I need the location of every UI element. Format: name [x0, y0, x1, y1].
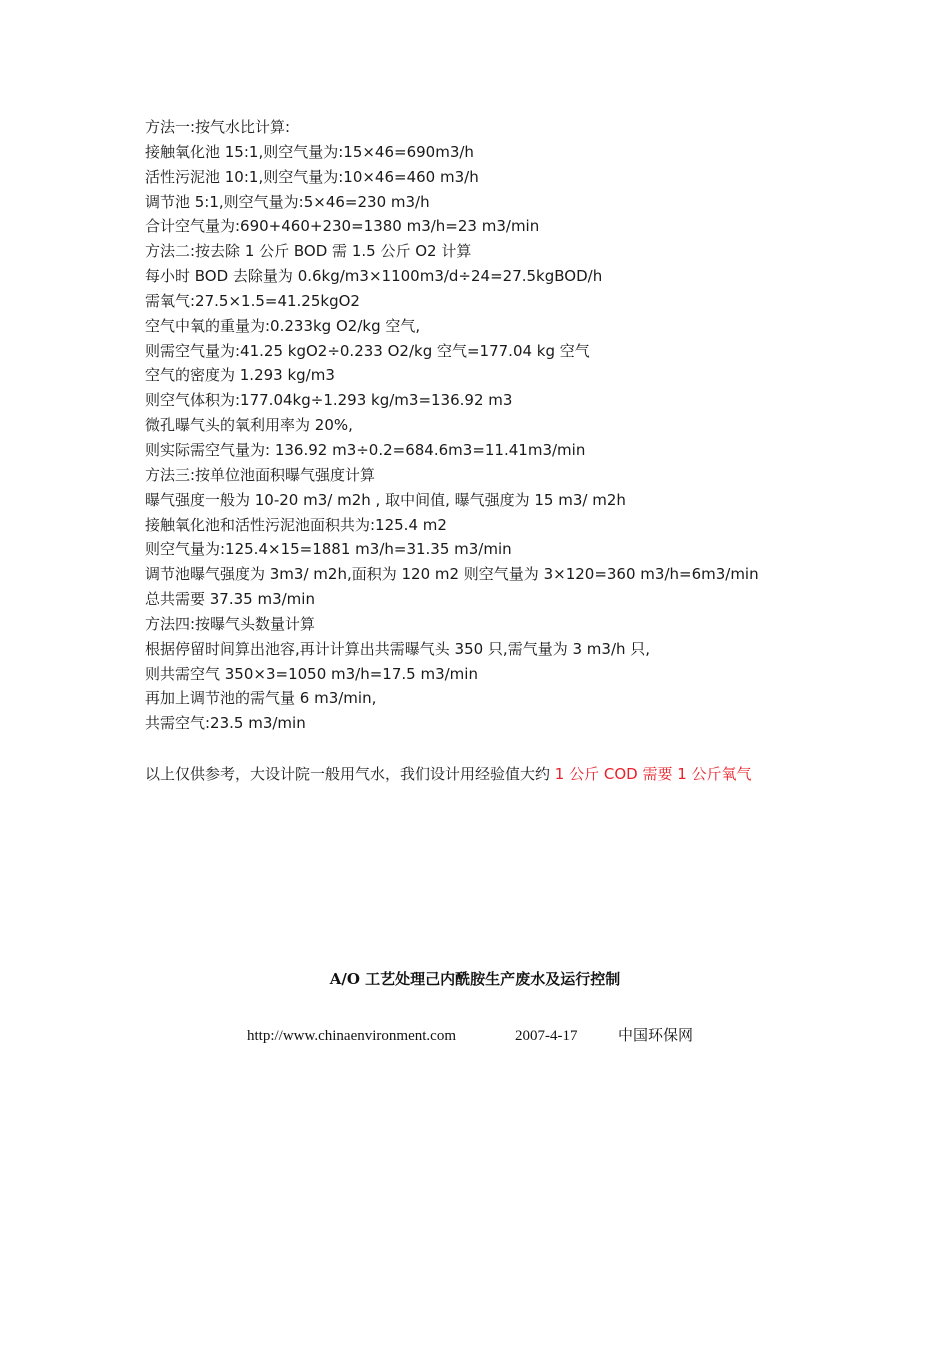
text-line: 再加上调节池的需气量 6 m3/min, — [145, 689, 377, 708]
text-line: 则实际需空气量为: 136.92 m3÷0.2=684.6m3=11.41m3/min — [145, 440, 586, 459]
note-text: 以上仅供参考，大设计院一般用气水，我们设计用经验值大约 — [145, 765, 555, 783]
text-line: 接触氧化池 15:1,则空气量为:15×46=690m3/h — [145, 142, 474, 161]
calculation-text — [145, 115, 865, 736]
text-line: 则需空气量为:41.25 kgO2÷0.233 O2/kg 空气=177.04 kg 空气 — [145, 341, 590, 360]
note-highlight: 1 公斤 COD 需要 1 公斤氧气 — [554, 765, 752, 783]
text-line: 调节池曝气强度为 3m3/ m2h,面积为 120 m2 则空气量为 3×120=360 m3/h=6m3/min — [145, 565, 759, 584]
text-line: 根据停留时间算出池容,再计计算出共需曝气头 350 只,需气量为 3 m3/h 只, — [145, 639, 651, 658]
text-line: 空气的密度为 1.293 kg/m3 — [145, 366, 335, 385]
article-title: A/O 工艺处理己内酰胺生产废水及运行控制 — [329, 970, 621, 988]
text-line: 则空气量为:125.4×15=1881 m3/h=31.35 m3/min — [145, 540, 512, 559]
text-line: 需氧气:27.5×1.5=41.25kgO2 — [145, 291, 360, 310]
text-line: 总共需要 37.35 m3/min — [145, 590, 315, 609]
text-line: 方法三:按单位池面积曝气强度计算 — [145, 465, 376, 484]
text-line: 方法四:按曝气头数量计算 — [145, 614, 316, 633]
reference-note — [145, 762, 752, 786]
text-line: 活性污泥池 10:1,则空气量为:10×46=460 m3/h — [145, 167, 479, 186]
text-line: 微孔曝气头的氧利用率为 20%, — [145, 416, 353, 435]
text-line: 接触氧化池和活性污泥池面积共为:125.4 m2 — [145, 515, 447, 534]
text-line: 方法一:按气水比计算: — [145, 118, 291, 136]
text-line: 空气中氧的重量为:0.233kg O2/kg 空气, — [145, 316, 421, 335]
text-line: 则空气体积为:177.04kg÷1.293 kg/m3=136.92 m3 — [145, 391, 513, 410]
source-url: http://www.chinaenvironment.com — [247, 1028, 456, 1044]
text-line: 调节池 5:1,则空气量为:5×46=230 m3/h — [145, 192, 430, 211]
text-line: 合计空气量为:690+460+230=1380 m3/h=23 m3/min — [145, 217, 540, 236]
text-line: 每小时 BOD 去除量为 0.6kg/m3×1100m3/d÷24=27.5kgBOD/h — [145, 267, 603, 286]
publish-date: 2007-4-17 — [515, 1028, 578, 1044]
text-line: 方法二:按去除 1 公斤 BOD 需 1.5 公斤 O2 计算 — [145, 242, 472, 261]
source-name: 中国环保网 — [618, 1028, 694, 1044]
text-line: 共需空气:23.5 m3/min — [145, 714, 306, 733]
article-meta — [247, 1024, 693, 1048]
text-line: 则共需空气 350×3=1050 m3/h=17.5 m3/min — [145, 664, 478, 683]
text-line: 曝气强度一般为 10-20 m3/ m2h , 取中间值, 曝气强度为 15 m3/ m2h — [145, 490, 626, 509]
